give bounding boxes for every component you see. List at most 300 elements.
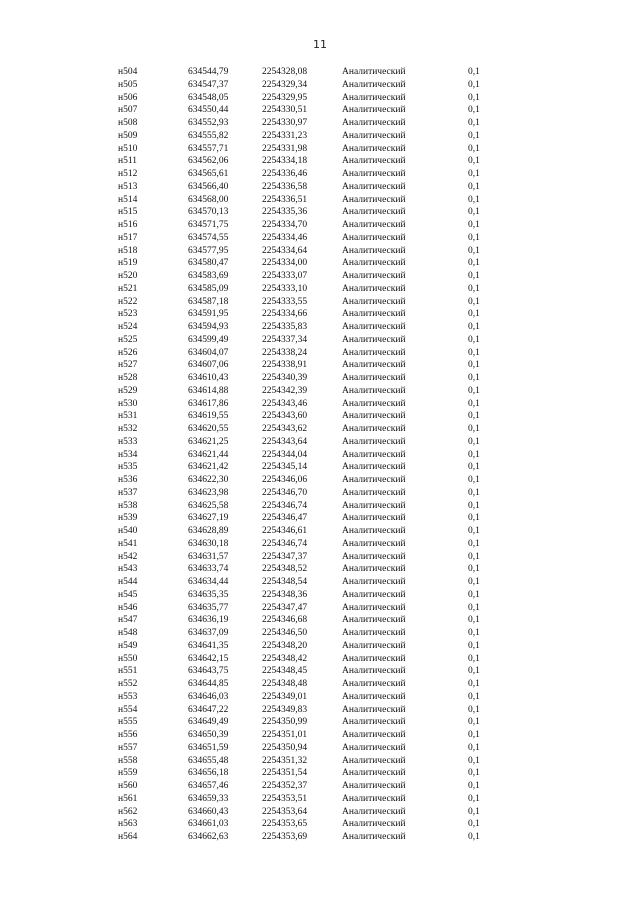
y-coordinate-cell: 2254345,14 (262, 462, 308, 473)
accuracy-cell: 0,1 (468, 271, 480, 281)
table-row (118, 92, 498, 105)
method-cell: Аналитический (342, 436, 406, 447)
accuracy-cell: 0,1 (468, 717, 480, 728)
point-number-cell: н560 (118, 781, 138, 791)
point-number-cell: н509 (118, 130, 138, 141)
x-coordinate-cell: 634617,86 (188, 398, 229, 409)
method-cell: Аналитический (342, 653, 406, 664)
method-cell: Аналитический (342, 181, 406, 192)
y-coordinate-cell: 2254353,69 (262, 832, 308, 842)
point-number-cell: н515 (118, 207, 138, 218)
accuracy-cell: 0,1 (468, 691, 480, 702)
accuracy-cell: 0,1 (468, 67, 480, 77)
x-coordinate-cell: 634607,06 (188, 360, 229, 371)
table-row (118, 449, 498, 462)
x-coordinate-cell: 634657,46 (188, 781, 229, 791)
table-row (118, 232, 498, 245)
y-coordinate-cell: 2254348,54 (262, 577, 308, 587)
point-number-cell: н548 (118, 628, 138, 638)
y-coordinate-cell: 2254334,70 (262, 220, 308, 230)
accuracy-cell: 0,1 (468, 232, 480, 243)
y-coordinate-cell: 2254348,20 (262, 640, 308, 651)
point-number-cell: н518 (118, 245, 138, 256)
point-number-cell: н525 (118, 334, 138, 345)
y-coordinate-cell: 2254352,37 (262, 781, 308, 791)
x-coordinate-cell: 634587,18 (188, 296, 229, 307)
accuracy-cell: 0,1 (468, 551, 480, 562)
x-coordinate-cell: 634623,98 (188, 487, 229, 498)
table-row (118, 665, 498, 678)
x-coordinate-cell: 634637,09 (188, 628, 229, 638)
table-row (118, 270, 498, 283)
accuracy-cell: 0,1 (468, 487, 480, 498)
table-row (118, 155, 498, 168)
accuracy-cell: 0,1 (468, 589, 480, 600)
y-coordinate-cell: 2254350,94 (262, 742, 308, 753)
table-row (118, 308, 498, 321)
accuracy-cell: 0,1 (468, 462, 480, 473)
table-row (118, 168, 498, 181)
table-row (118, 372, 498, 385)
table-row (118, 219, 498, 232)
y-coordinate-cell: 2254330,51 (262, 105, 308, 116)
point-number-cell: н544 (118, 577, 138, 587)
y-coordinate-cell: 2254347,37 (262, 551, 308, 562)
table-row (118, 410, 498, 423)
x-coordinate-cell: 634548,05 (188, 92, 229, 103)
x-coordinate-cell: 634633,74 (188, 564, 229, 575)
table-row (118, 806, 498, 819)
x-coordinate-cell: 634585,09 (188, 283, 229, 294)
y-coordinate-cell: 2254353,51 (262, 793, 308, 804)
x-coordinate-cell: 634568,00 (188, 194, 229, 205)
table-row (118, 117, 498, 130)
accuracy-cell: 0,1 (468, 411, 480, 422)
y-coordinate-cell: 2254346,74 (262, 538, 308, 549)
accuracy-cell: 0,1 (468, 781, 480, 791)
x-coordinate-cell: 634659,33 (188, 793, 229, 804)
accuracy-cell: 0,1 (468, 436, 480, 447)
accuracy-cell: 0,1 (468, 385, 480, 396)
point-number-cell: н513 (118, 181, 138, 192)
x-coordinate-cell: 634635,35 (188, 589, 229, 600)
table-row (118, 423, 498, 436)
table-row (118, 283, 498, 296)
point-number-cell: н542 (118, 551, 138, 562)
method-cell: Аналитический (342, 742, 406, 753)
method-cell: Аналитический (342, 526, 406, 536)
table-row (118, 767, 498, 780)
x-coordinate-cell: 634621,42 (188, 462, 229, 473)
point-number-cell: н530 (118, 398, 138, 409)
y-coordinate-cell: 2254343,60 (262, 411, 308, 422)
accuracy-cell: 0,1 (468, 360, 480, 371)
accuracy-cell: 0,1 (468, 245, 480, 256)
point-number-cell: н537 (118, 487, 138, 498)
x-coordinate-cell: 634631,57 (188, 551, 229, 562)
table-row (118, 206, 498, 219)
y-coordinate-cell: 2254331,98 (262, 143, 308, 154)
point-number-cell: н516 (118, 220, 138, 230)
y-coordinate-cell: 2254333,07 (262, 271, 308, 281)
accuracy-cell: 0,1 (468, 577, 480, 587)
y-coordinate-cell: 2254344,04 (262, 449, 308, 460)
point-number-cell: н531 (118, 411, 138, 422)
point-number-cell: н558 (118, 755, 138, 766)
accuracy-cell: 0,1 (468, 615, 480, 626)
table-row (118, 691, 498, 704)
method-cell: Аналитический (342, 691, 406, 702)
y-coordinate-cell: 2254335,83 (262, 322, 308, 332)
table-row (118, 461, 498, 474)
x-coordinate-cell: 634557,71 (188, 143, 229, 154)
point-number-cell: н562 (118, 806, 138, 817)
method-cell: Аналитический (342, 666, 406, 677)
accuracy-cell: 0,1 (468, 258, 480, 269)
x-coordinate-cell: 634646,03 (188, 691, 229, 702)
method-cell: Аналитический (342, 602, 406, 613)
y-coordinate-cell: 2254343,46 (262, 398, 308, 409)
y-coordinate-cell: 2254334,66 (262, 309, 308, 320)
table-row (118, 602, 498, 615)
accuracy-cell: 0,1 (468, 602, 480, 613)
method-cell: Аналитический (342, 92, 406, 103)
point-number-cell: н508 (118, 118, 138, 128)
table-row (118, 245, 498, 258)
point-number-cell: н547 (118, 615, 138, 626)
method-cell: Аналитический (342, 156, 406, 167)
accuracy-cell: 0,1 (468, 347, 480, 358)
x-coordinate-cell: 634630,18 (188, 538, 229, 549)
table-row (118, 589, 498, 602)
point-number-cell: н519 (118, 258, 138, 269)
table-row (118, 487, 498, 500)
y-coordinate-cell: 2254343,64 (262, 436, 308, 447)
x-coordinate-cell: 634570,13 (188, 207, 229, 218)
y-coordinate-cell: 2254334,46 (262, 232, 308, 243)
method-cell: Аналитический (342, 130, 406, 141)
accuracy-cell: 0,1 (468, 296, 480, 307)
method-cell: Аналитический (342, 309, 406, 320)
point-number-cell: н523 (118, 309, 138, 320)
method-cell: Аналитический (342, 79, 406, 90)
x-coordinate-cell: 634566,40 (188, 181, 229, 192)
y-coordinate-cell: 2254334,00 (262, 258, 308, 269)
point-number-cell: н557 (118, 742, 138, 753)
point-number-cell: н532 (118, 424, 138, 434)
method-cell: Аналитический (342, 322, 406, 332)
point-number-cell: н545 (118, 589, 138, 600)
method-cell: Аналитический (342, 105, 406, 116)
x-coordinate-cell: 634577,95 (188, 245, 229, 256)
x-coordinate-cell: 634634,44 (188, 577, 229, 587)
table-row (118, 79, 498, 92)
x-coordinate-cell: 634619,55 (188, 411, 229, 422)
x-coordinate-cell: 634641,35 (188, 640, 229, 651)
table-row (118, 66, 498, 79)
method-cell: Аналитический (342, 118, 406, 128)
method-cell: Аналитический (342, 258, 406, 269)
x-coordinate-cell: 634643,75 (188, 666, 229, 677)
y-coordinate-cell: 2254333,55 (262, 296, 308, 307)
point-number-cell: н507 (118, 105, 138, 116)
method-cell: Аналитический (342, 781, 406, 791)
x-coordinate-cell: 634544,79 (188, 67, 229, 77)
x-coordinate-cell: 634647,22 (188, 704, 229, 715)
x-coordinate-cell: 634655,48 (188, 755, 229, 766)
point-number-cell: н529 (118, 385, 138, 396)
coordinates-table (118, 66, 498, 844)
method-cell: Аналитический (342, 296, 406, 307)
x-coordinate-cell: 634642,15 (188, 653, 229, 664)
table-row (118, 359, 498, 372)
y-coordinate-cell: 2254349,83 (262, 704, 308, 715)
accuracy-cell: 0,1 (468, 79, 480, 90)
method-cell: Аналитический (342, 806, 406, 817)
x-coordinate-cell: 634562,06 (188, 156, 229, 167)
x-coordinate-cell: 634625,58 (188, 500, 229, 511)
accuracy-cell: 0,1 (468, 806, 480, 817)
table-row (118, 130, 498, 143)
y-coordinate-cell: 2254328,08 (262, 67, 308, 77)
method-cell: Аналитический (342, 538, 406, 549)
method-cell: Аналитический (342, 589, 406, 600)
x-coordinate-cell: 634649,49 (188, 717, 229, 728)
y-coordinate-cell: 2254349,01 (262, 691, 308, 702)
table-row (118, 538, 498, 551)
method-cell: Аналитический (342, 283, 406, 294)
table-row (118, 398, 498, 411)
method-cell: Аналитический (342, 513, 406, 524)
accuracy-cell: 0,1 (468, 207, 480, 218)
y-coordinate-cell: 2254346,74 (262, 500, 308, 511)
method-cell: Аналитический (342, 271, 406, 281)
method-cell: Аналитический (342, 169, 406, 179)
x-coordinate-cell: 634636,19 (188, 615, 229, 626)
accuracy-cell: 0,1 (468, 628, 480, 638)
method-cell: Аналитический (342, 628, 406, 638)
y-coordinate-cell: 2254346,50 (262, 628, 308, 638)
table-row (118, 500, 498, 513)
point-number-cell: н551 (118, 666, 138, 677)
table-row (118, 104, 498, 117)
accuracy-cell: 0,1 (468, 640, 480, 651)
x-coordinate-cell: 634574,55 (188, 232, 229, 243)
method-cell: Аналитический (342, 730, 406, 740)
method-cell: Аналитический (342, 755, 406, 766)
x-coordinate-cell: 634571,75 (188, 220, 229, 230)
accuracy-cell: 0,1 (468, 730, 480, 740)
x-coordinate-cell: 634604,07 (188, 347, 229, 358)
table-row (118, 194, 498, 207)
point-number-cell: н522 (118, 296, 138, 307)
table-row (118, 512, 498, 525)
point-number-cell: н526 (118, 347, 138, 358)
point-number-cell: н505 (118, 79, 138, 90)
y-coordinate-cell: 2254336,58 (262, 181, 308, 192)
point-number-cell: н528 (118, 373, 138, 383)
accuracy-cell: 0,1 (468, 666, 480, 677)
table-row (118, 793, 498, 806)
accuracy-cell: 0,1 (468, 309, 480, 320)
point-number-cell: н536 (118, 475, 138, 485)
x-coordinate-cell: 634565,61 (188, 169, 229, 179)
y-coordinate-cell: 2254351,01 (262, 730, 308, 740)
point-number-cell: н521 (118, 283, 138, 294)
table-body (118, 66, 498, 844)
y-coordinate-cell: 2254346,47 (262, 513, 308, 524)
table-row (118, 525, 498, 538)
point-number-cell: н552 (118, 679, 138, 689)
method-cell: Аналитический (342, 704, 406, 715)
accuracy-cell: 0,1 (468, 793, 480, 804)
point-number-cell: н556 (118, 730, 138, 740)
point-number-cell: н553 (118, 691, 138, 702)
x-coordinate-cell: 634614,88 (188, 385, 229, 396)
method-cell: Аналитический (342, 143, 406, 154)
method-cell: Аналитический (342, 347, 406, 358)
accuracy-cell: 0,1 (468, 105, 480, 116)
table-row (118, 563, 498, 576)
x-coordinate-cell: 634610,43 (188, 373, 229, 383)
y-coordinate-cell: 2254353,64 (262, 806, 308, 817)
accuracy-cell: 0,1 (468, 653, 480, 664)
y-coordinate-cell: 2254347,47 (262, 602, 308, 613)
accuracy-cell: 0,1 (468, 169, 480, 179)
point-number-cell: н517 (118, 232, 138, 243)
x-coordinate-cell: 634644,85 (188, 679, 229, 689)
table-row (118, 742, 498, 755)
point-number-cell: н534 (118, 449, 138, 460)
y-coordinate-cell: 2254348,42 (262, 653, 308, 664)
method-cell: Аналитический (342, 232, 406, 243)
point-number-cell: н514 (118, 194, 138, 205)
method-cell: Аналитический (342, 360, 406, 371)
y-coordinate-cell: 2254343,62 (262, 424, 308, 434)
table-row (118, 334, 498, 347)
y-coordinate-cell: 2254336,46 (262, 169, 308, 179)
x-coordinate-cell: 634660,43 (188, 806, 229, 817)
x-coordinate-cell: 634628,89 (188, 526, 229, 536)
y-coordinate-cell: 2254351,54 (262, 768, 308, 779)
method-cell: Аналитический (342, 487, 406, 498)
table-row (118, 831, 498, 844)
table-row (118, 755, 498, 768)
x-coordinate-cell: 634583,69 (188, 271, 229, 281)
accuracy-cell: 0,1 (468, 819, 480, 830)
method-cell: Аналитический (342, 615, 406, 626)
method-cell: Аналитический (342, 334, 406, 345)
table-row (118, 474, 498, 487)
page-number: 11 (313, 38, 327, 51)
table-row (118, 257, 498, 270)
table-row (118, 716, 498, 729)
table-row (118, 296, 498, 309)
method-cell: Аналитический (342, 551, 406, 562)
table-row (118, 780, 498, 793)
x-coordinate-cell: 634650,39 (188, 730, 229, 740)
point-number-cell: н554 (118, 704, 138, 715)
accuracy-cell: 0,1 (468, 130, 480, 141)
method-cell: Аналитический (342, 385, 406, 396)
method-cell: Аналитический (342, 373, 406, 383)
y-coordinate-cell: 2254330,97 (262, 118, 308, 128)
y-coordinate-cell: 2254351,32 (262, 755, 308, 766)
accuracy-cell: 0,1 (468, 334, 480, 345)
method-cell: Аналитический (342, 220, 406, 230)
method-cell: Аналитический (342, 500, 406, 511)
accuracy-cell: 0,1 (468, 704, 480, 715)
x-coordinate-cell: 634621,25 (188, 436, 229, 447)
x-coordinate-cell: 634662,63 (188, 832, 229, 842)
table-row (118, 704, 498, 717)
point-number-cell: н564 (118, 832, 138, 842)
table-row (118, 551, 498, 564)
y-coordinate-cell: 2254336,51 (262, 194, 308, 205)
point-number-cell: н512 (118, 169, 138, 179)
x-coordinate-cell: 634550,44 (188, 105, 229, 116)
point-number-cell: н539 (118, 513, 138, 524)
accuracy-cell: 0,1 (468, 156, 480, 167)
accuracy-cell: 0,1 (468, 92, 480, 103)
point-number-cell: н561 (118, 793, 138, 804)
accuracy-cell: 0,1 (468, 768, 480, 779)
accuracy-cell: 0,1 (468, 424, 480, 434)
accuracy-cell: 0,1 (468, 832, 480, 842)
point-number-cell: н504 (118, 67, 138, 77)
y-coordinate-cell: 2254346,70 (262, 487, 308, 498)
y-coordinate-cell: 2254348,36 (262, 589, 308, 600)
y-coordinate-cell: 2254331,23 (262, 130, 308, 141)
table-row (118, 576, 498, 589)
y-coordinate-cell: 2254329,95 (262, 92, 308, 103)
table-row (118, 143, 498, 156)
table-row (118, 385, 498, 398)
table-row (118, 729, 498, 742)
x-coordinate-cell: 634594,93 (188, 322, 229, 332)
table-row (118, 640, 498, 653)
y-coordinate-cell: 2254346,68 (262, 615, 308, 626)
accuracy-cell: 0,1 (468, 538, 480, 549)
method-cell: Аналитический (342, 245, 406, 256)
point-number-cell: н549 (118, 640, 138, 651)
point-number-cell: н541 (118, 538, 138, 549)
point-number-cell: н559 (118, 768, 138, 779)
y-coordinate-cell: 2254335,36 (262, 207, 308, 218)
method-cell: Аналитический (342, 793, 406, 804)
accuracy-cell: 0,1 (468, 742, 480, 753)
method-cell: Аналитический (342, 768, 406, 779)
method-cell: Аналитический (342, 398, 406, 409)
method-cell: Аналитический (342, 679, 406, 689)
method-cell: Аналитический (342, 475, 406, 485)
point-number-cell: н533 (118, 436, 138, 447)
accuracy-cell: 0,1 (468, 755, 480, 766)
method-cell: Аналитический (342, 819, 406, 830)
accuracy-cell: 0,1 (468, 564, 480, 575)
table-row (118, 436, 498, 449)
method-cell: Аналитический (342, 424, 406, 434)
x-coordinate-cell: 634591,95 (188, 309, 229, 320)
y-coordinate-cell: 2254334,18 (262, 156, 308, 167)
accuracy-cell: 0,1 (468, 322, 480, 332)
x-coordinate-cell: 634555,82 (188, 130, 229, 141)
x-coordinate-cell: 634620,55 (188, 424, 229, 434)
accuracy-cell: 0,1 (468, 526, 480, 536)
y-coordinate-cell: 2254348,48 (262, 679, 308, 689)
y-coordinate-cell: 2254338,91 (262, 360, 308, 371)
point-number-cell: н510 (118, 143, 138, 154)
